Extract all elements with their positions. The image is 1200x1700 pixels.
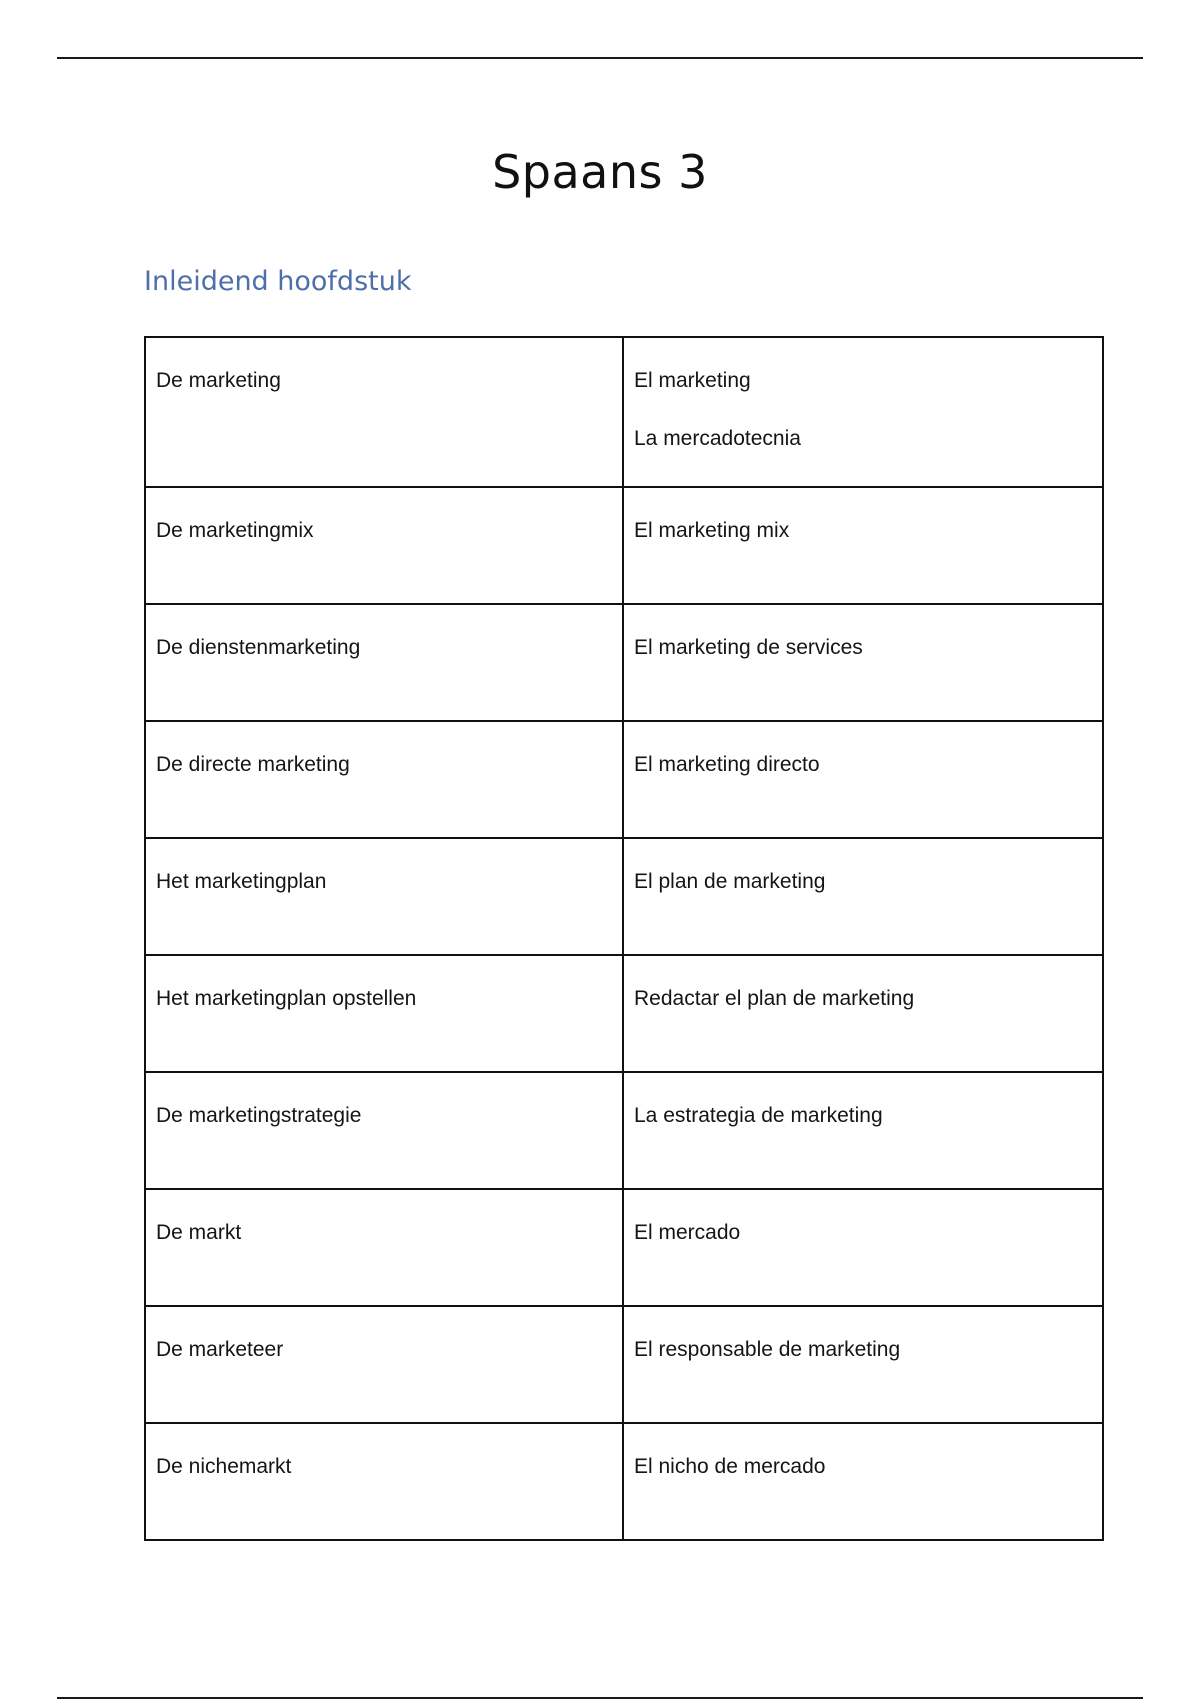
dutch-term: [145, 1306, 623, 1423]
spanish-term: [623, 1306, 1103, 1423]
table-row: [145, 721, 1103, 838]
spanish-term-text: El marketing directo: [634, 753, 820, 776]
header-rule: [57, 57, 1143, 59]
spanish-term-text: El marketing de services: [634, 636, 863, 659]
page-title: Spaans 3: [492, 145, 708, 199]
table-row: [145, 1306, 1103, 1423]
spanish-term-text: El mercado: [634, 1221, 741, 1244]
dutch-term: [145, 337, 623, 487]
spanish-term-text: El marketing: [634, 369, 751, 392]
table-row: [145, 604, 1103, 721]
spanish-term: [623, 1189, 1103, 1306]
dutch-term: [145, 487, 623, 604]
vocabulary-table: [144, 336, 1104, 1541]
spanish-term: [623, 487, 1103, 604]
table-row: [145, 955, 1103, 1072]
spanish-term: [623, 604, 1103, 721]
dutch-term: [145, 1423, 623, 1540]
dutch-term-text: De nichemarkt: [156, 1455, 292, 1478]
footer-rule: [57, 1697, 1143, 1699]
spanish-term: [623, 838, 1103, 955]
dutch-term-text: De markt: [156, 1221, 242, 1244]
spanish-term-text: La estrategia de marketing: [634, 1104, 883, 1127]
spanish-term-text: El marketing mix: [634, 519, 790, 542]
spanish-term-text: El responsable de marketing: [634, 1338, 901, 1361]
spanish-term-text: El nicho de mercado: [634, 1455, 826, 1478]
dutch-term-text: Het marketingplan: [156, 870, 327, 893]
dutch-term: [145, 604, 623, 721]
spanish-term: [623, 721, 1103, 838]
table-row: [145, 838, 1103, 955]
dutch-term-text: De marketingstrategie: [156, 1104, 362, 1127]
table-row: [145, 487, 1103, 604]
dutch-term-text: De marketeer: [156, 1338, 284, 1361]
dutch-term: [145, 1072, 623, 1189]
spanish-term-text: El plan de marketing: [634, 870, 826, 893]
dutch-term-text: De marketing: [156, 369, 281, 392]
section-heading: Inleidend hoofdstuk: [144, 266, 412, 297]
dutch-term-text: De directe marketing: [156, 753, 350, 776]
spanish-term: [623, 1072, 1103, 1189]
spanish-term: [623, 1423, 1103, 1540]
dutch-term-text: De marketingmix: [156, 519, 314, 542]
dutch-term: [145, 721, 623, 838]
dutch-term: [145, 1189, 623, 1306]
spanish-term: [623, 337, 1103, 487]
dutch-term-text: De dienstenmarketing: [156, 636, 361, 659]
spanish-term-text: Redactar el plan de marketing: [634, 987, 915, 1010]
table-row: [145, 337, 1103, 487]
spanish-term-text: La mercadotecnia: [634, 427, 801, 451]
dutch-term-text: Het marketingplan opstellen: [156, 987, 417, 1010]
table-row: [145, 1189, 1103, 1306]
table-row: [145, 1072, 1103, 1189]
dutch-term: [145, 955, 623, 1072]
dutch-term: [145, 838, 623, 955]
table-row: [145, 1423, 1103, 1540]
spanish-term: [623, 955, 1103, 1072]
